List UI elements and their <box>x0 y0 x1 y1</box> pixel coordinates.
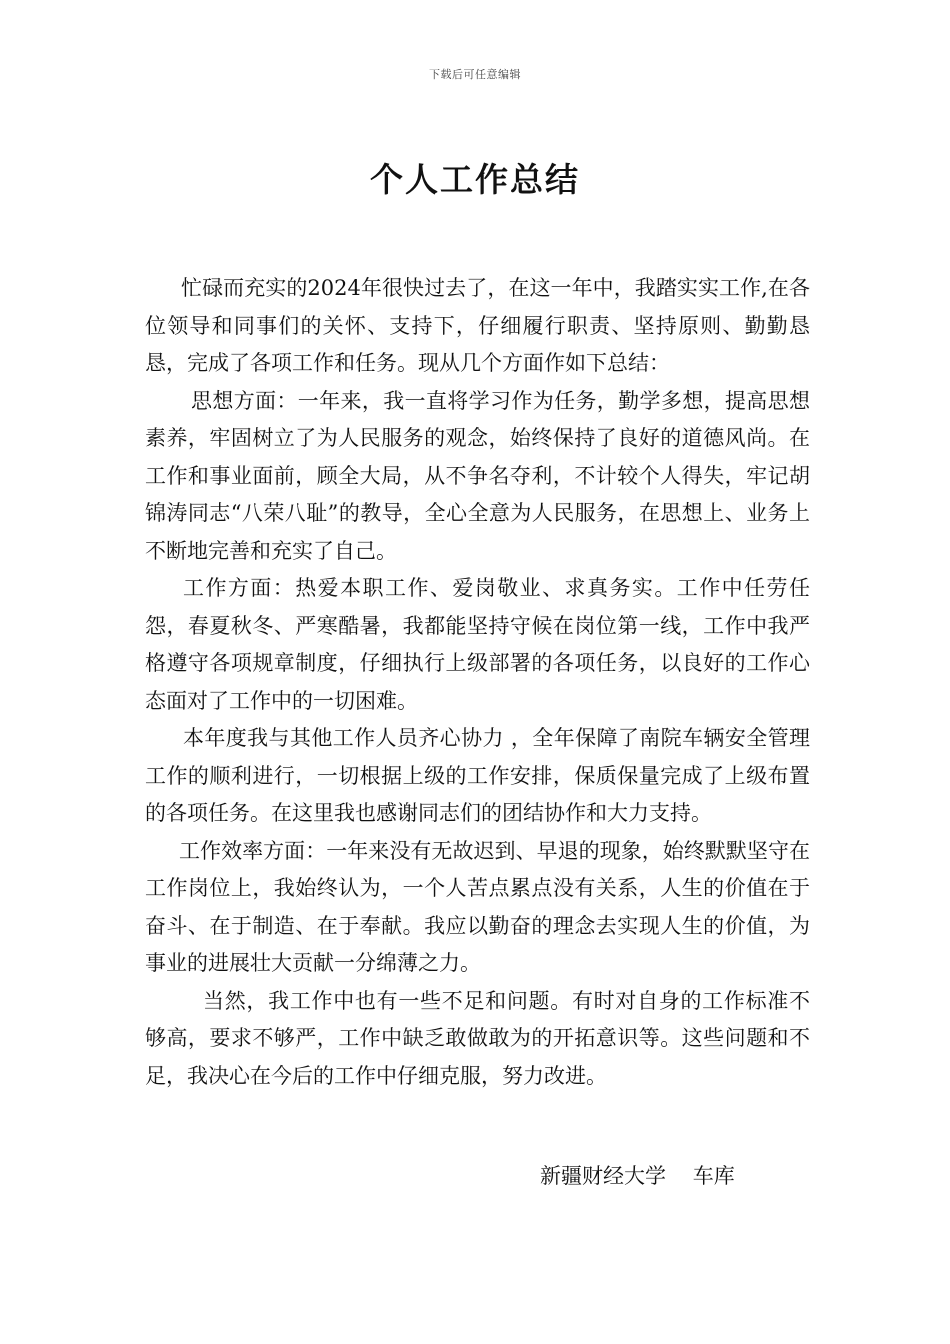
paragraph-thought: 思想方面：一年来，我一直将学习作为任务，勤学多想，提高思想素养，牢固树立了为人民服务的观念，始终保持了良好的道德风尚。在工作和事业面前，顾全大局，从不争名夺利，不计较个人得失，牢记胡锦涛同志“八荣八耻”的教导，全心全意为人民服务，在思想上、业务上不断地完善和充实了自己。 <box>145 388 810 563</box>
header-note: 下载后可任意编辑 <box>429 68 521 81</box>
paragraph-shortcomings: 当然，我工作中也有一些不足和问题。有时对自身的工作标准不够高，要求不够严，工作中缺乏敢做敢为的开拓意识等。这些问题和不足，我决心在今后的工作中仔细克服，努力改进。 <box>145 988 810 1088</box>
paragraph-intro: 忙碌而充实的2024年很快过去了，在这一年中，我踏实实工作,在各位领导和同事们的关怀、支持下，仔细履行职责、坚持原则、勤勤恳恳，完成了各项工作和任务。现从几个方面作如下总结： <box>145 276 810 375</box>
paragraph-annual: 本年度我与其他工作人员齐心协力 ，全年保障了南院车辆安全管理工作的顺利进行，一切根据上级的工作安排，保质保量完成了上级布置的各项任务。在这里我也感谢同志们的团结协作和大力支持。 <box>145 726 810 825</box>
document-title: 个人工作总结 <box>370 160 580 199</box>
document-body <box>145 270 810 1095</box>
paragraph-work: 工作方面：热爱本职工作、爱岗敬业、求真务实。工作中任劳任怨，春夏秋冬、严寒酷暑，我都能坚持守候在岗位第一线，工作中我严格遵守各项规章制度，仔细执行上级部署的各项任务，以良好的工作心态面对了工作中的一切困难。 <box>145 576 810 713</box>
paragraph-efficiency: 工作效率方面：一年来没有无故迟到、早退的现象，始终默默坚守在工作岗位上，我始终认为，一个人苦点累点没有关系，人生的价值在于奋斗、在于制造、在于奉献。我应以勤奋的理念去实现人生的价值，为事业的进展壮大贡献一分绵薄之力。 <box>145 838 810 975</box>
signature: 新疆财经大学 车库 <box>540 1164 735 1188</box>
